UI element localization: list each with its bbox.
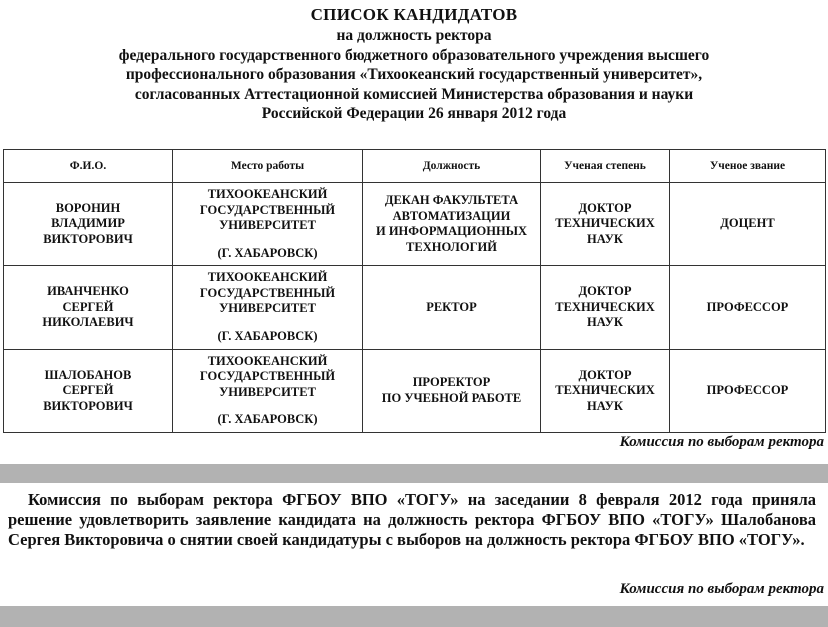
position-line: АВТОМАТИЗАЦИИ — [392, 208, 511, 223]
name-line: ВОРОНИН — [55, 200, 121, 215]
column-header-position: Должность — [363, 150, 541, 183]
position-line: ПРОРЕКТОР — [412, 375, 491, 390]
degree-line: ТЕХНИЧЕСКИХ — [555, 383, 655, 398]
degree-line: НАУК — [587, 398, 623, 413]
table-row — [4, 349, 826, 432]
subtitle-line: на должность ректора — [336, 27, 492, 44]
column-header-degree: Ученая степень — [541, 150, 670, 183]
degree-line: ТЕХНИЧЕСКИХ — [555, 216, 655, 231]
workplace-line: УНИВЕРСИТЕТ — [219, 301, 316, 316]
name-line: ШАЛОБАНОВ — [44, 367, 132, 382]
name-line: НИКОЛАЕВИЧ — [42, 315, 134, 330]
commission-signature: Комиссия по выборам ректора — [619, 434, 824, 450]
workplace-cell — [173, 349, 363, 432]
position-line: И ИНФОРМАЦИОННЫХ — [375, 224, 528, 239]
candidate-name-cell — [4, 266, 173, 349]
degree-cell — [541, 349, 670, 432]
name-line: СЕРГЕЙ — [62, 299, 114, 314]
column-header-rank: Ученое звание — [670, 150, 826, 183]
name-line: ВИКТОРОВИЧ — [43, 398, 133, 413]
position-line: РЕКТОР — [426, 299, 477, 314]
degree-line: НАУК — [587, 315, 623, 330]
withdrawal-notice: Комиссия по выборам ректора ФГБОУ ВПО «ТОГУ» на заседании 8 февраля 2012 года приняла решение удовлетворить заявление кандидата на должность ректора ФГБОУ ВПО «ТОГУ» Шалобанова Сергея Викторовича о снятии своей кандидатуры с выборов на должность ректора ФГБОУ ВПО «ТОГУ». — [8, 490, 816, 549]
rank-cell: ДОЦЕНТ — [670, 183, 826, 266]
workplace-city: (Г. ХАБАРОВСК) — [217, 245, 318, 260]
degree-cell — [541, 183, 670, 266]
workplace-line: УНИВЕРСИТЕТ — [219, 384, 316, 399]
position-line: ПО УЧЕБНОЙ РАБОТЕ — [381, 390, 522, 405]
table-row — [4, 183, 826, 266]
workplace-cell — [173, 183, 363, 266]
subtitle-line: федерального государственного бюджетного образовательного учреждения высшего — [118, 46, 710, 64]
degree-line: ДОКТОР — [578, 284, 632, 299]
rank-cell: ПРОФЕССОР — [670, 266, 826, 349]
workplace-line: ТИХООКЕАНСКИЙ — [207, 187, 328, 202]
document-title: СПИСОК КАНДИДАТОВ — [310, 5, 518, 24]
workplace-line: ГОСУДАРСТВЕННЫЙ — [199, 285, 336, 300]
commission-signature: Комиссия по выборам ректора — [619, 581, 824, 597]
name-line: СЕРГЕЙ — [62, 383, 114, 398]
workplace-line: УНИВЕРСИТЕТ — [219, 218, 316, 233]
column-header-name: Ф.И.О. — [4, 150, 173, 183]
position-line: ДЕКАН ФАКУЛЬТЕТА — [384, 193, 519, 208]
subtitle-line: согласованных Аттестационной комиссией Министерства образования и науки — [134, 85, 694, 103]
workplace-line: ГОСУДАРСТВЕННЫЙ — [199, 202, 336, 217]
workplace-line: ТИХООКЕАНСКИЙ — [207, 353, 328, 368]
workplace-city: (Г. ХАБАРОВСК) — [217, 412, 318, 427]
rank-cell: ПРОФЕССОР — [670, 349, 826, 432]
degree-line: ДОКТОР — [578, 200, 632, 215]
position-cell — [363, 349, 541, 432]
name-line: ВЛАДИМИР — [51, 216, 125, 231]
workplace-line: ГОСУДАРСТВЕННЫЙ — [199, 369, 336, 384]
candidate-name-cell — [4, 349, 173, 432]
table-header-row — [4, 150, 826, 183]
workplace-line: ТИХООКЕАНСКИЙ — [207, 270, 328, 285]
degree-cell — [541, 266, 670, 349]
separator-bar — [0, 606, 828, 627]
name-line: ВИКТОРОВИЧ — [43, 231, 133, 246]
degree-line: НАУК — [587, 231, 623, 246]
subtitle-line: профессионального образования «Тихоокеанский государственный университет», — [125, 66, 703, 83]
candidates-table — [3, 149, 826, 433]
table-row — [4, 266, 826, 349]
position-line: ТЕХНОЛОГИЙ — [406, 239, 497, 254]
document-header — [0, 4, 828, 124]
workplace-city: (Г. ХАБАРОВСК) — [217, 328, 318, 343]
position-cell — [363, 183, 541, 266]
separator-bar — [0, 464, 828, 483]
degree-line: ТЕХНИЧЕСКИХ — [555, 299, 655, 314]
position-cell — [363, 266, 541, 349]
degree-line: ДОКТОР — [578, 367, 632, 382]
name-line: ИВАНЧЕНКО — [47, 284, 129, 299]
candidate-name-cell — [4, 183, 173, 266]
workplace-cell — [173, 266, 363, 349]
subtitle-line: Российской Федерации 26 января 2012 года — [261, 105, 567, 122]
column-header-workplace: Место работы — [173, 150, 363, 183]
